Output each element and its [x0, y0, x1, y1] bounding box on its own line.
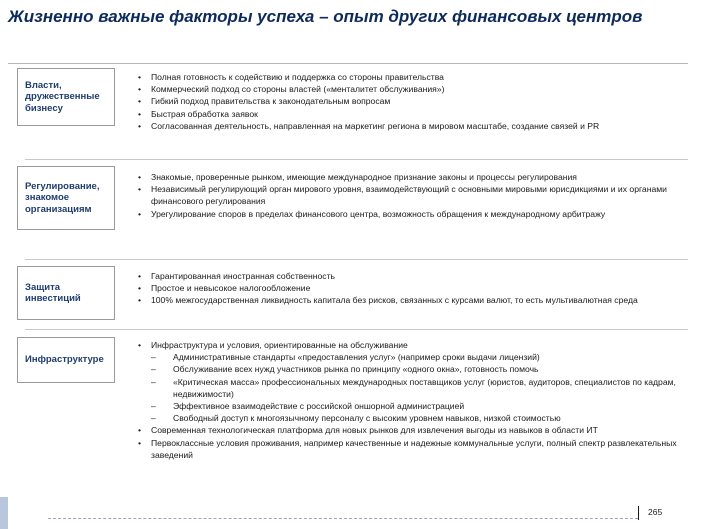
factor-label-text: Защита инвестиций [25, 281, 81, 304]
corner-accent [0, 497, 8, 529]
page-number: 265 [648, 507, 663, 517]
factor-content-government [138, 71, 688, 132]
factor-label-government [17, 68, 115, 126]
section-divider [25, 259, 688, 260]
factor-label-infrastructure [17, 337, 115, 383]
list-item: • Коммерческий подход со стороны властей («менталитет обслуживания») [138, 84, 445, 95]
page-title: Жизненно важные факторы успеха – опыт других финансовых центров [8, 7, 643, 26]
sub-list-item: – Обслуживание всех нужд участников рынка по принципу «одного окна», готовность помочь [151, 364, 539, 375]
title-divider [8, 63, 688, 64]
list-item: • Простое и невысокое налогообложение [138, 283, 311, 294]
footer-rule [48, 518, 638, 519]
list-item: • Знакомые, проверенные рынком, имеющие международное признание законы и процессы регулирования [138, 172, 577, 182]
footer-divider [638, 506, 639, 520]
factor-label-investment [17, 266, 115, 320]
factor-content-investment [138, 270, 688, 307]
sub-list-item: – Эффективное взаимодействие с российской оншорной администрацией [151, 401, 465, 412]
sub-list-item: – Административные стандарты «предоставления услуг» (например сроки выдачи лицензий) [151, 352, 540, 363]
factor-label-regulation [17, 166, 115, 230]
list-item: • Полная готовность к содействию и поддержка со стороны правительства [138, 72, 444, 82]
sub-list-item: – Свободный доступ к многоязычному персоналу с высоким уровнем навыков, низкой стоимостью [151, 413, 561, 424]
list-item: • Гибкий подход правительства к законодательным вопросам [138, 96, 391, 107]
list-item: • Быстрая обработка заявок [138, 108, 258, 119]
section-divider [25, 159, 688, 160]
list-item: • Согласованная деятельность, направленная на маркетинг региона в мировом масштабе, создание связей и PR [138, 120, 600, 131]
factor-content-regulation [138, 171, 688, 220]
sub-list-item: – «Критическая масса» профессиональных международных поставщиков услуг (юристов, аудиторов, специалистов по кадрам, недвижимости) [151, 376, 676, 399]
factor-label-text: Регулирование, знакомое организациям [25, 180, 100, 215]
list-item: • Первоклассные условия проживания, например качественные и надежные коммунальные услуги, полный спектр развлекательных заведений [138, 437, 677, 460]
factor-label-text: Власти, дружественные бизнесу [25, 79, 100, 114]
list-item: • Гарантированная иностранная собственность [138, 271, 336, 281]
list-item: • 100% межгосударственная ликвидность капитала без рисков, связанных с курсами валют, то есть мультивалютная среда [138, 295, 638, 306]
list-item: • Независимый регулирующий орган мирового уровня, взаимодействующий с основными мировыми юрисдикциями и их органами финансового регулирования [138, 184, 667, 207]
list-item: • Урегулирование споров в пределах финансового центра, возможность обращения к международному арбитражу [138, 208, 606, 219]
section-divider [25, 329, 688, 330]
list-item: • Современная технологическая платформа для новых рынков для извлечения выгоды из навыков в области ИТ [138, 425, 598, 436]
factor-label-text: Инфраструктуре [25, 354, 104, 366]
factor-content-infrastructure [138, 339, 688, 461]
list-item: • Инфраструктура и условия, ориентированные на обслуживание [138, 340, 408, 350]
